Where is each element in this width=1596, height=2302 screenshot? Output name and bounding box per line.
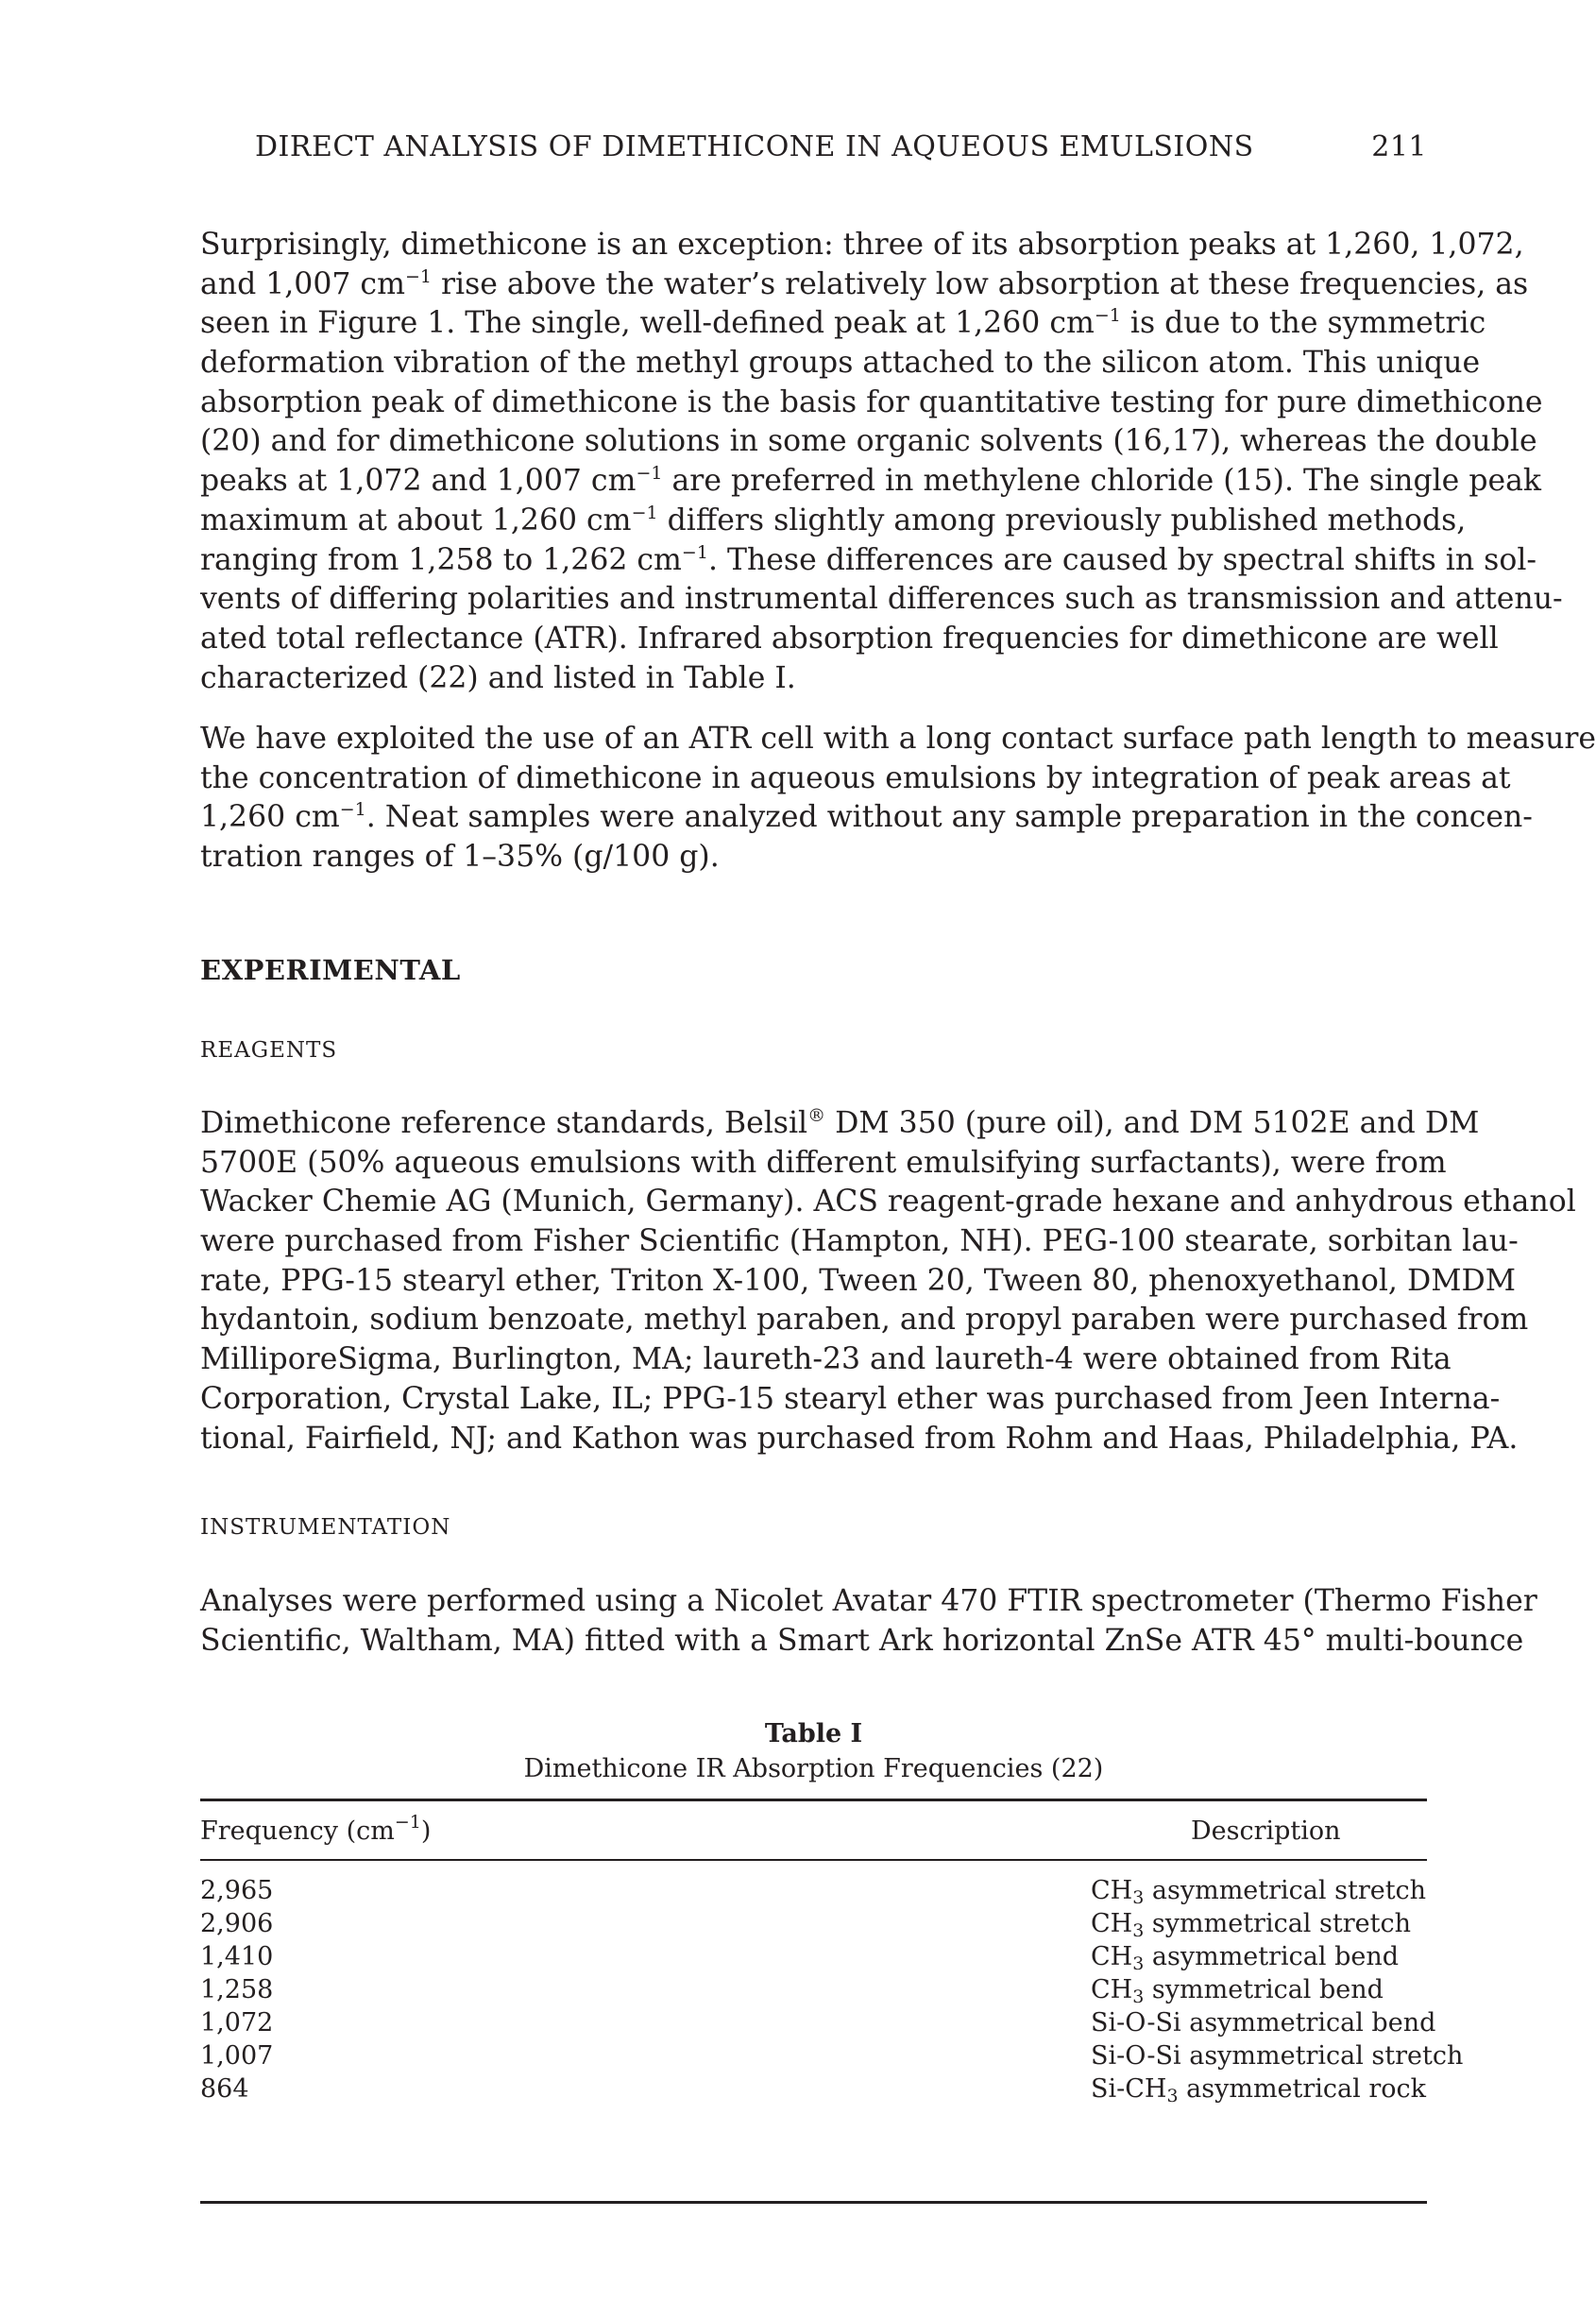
subsection-heading-reagents: REAGENTS bbox=[200, 1038, 338, 1063]
table-cell-description: $CH_3$ asymmetrical stretch bbox=[1091, 1876, 1427, 1908]
table-cell-description: $CH_3$ symmetrical stretch bbox=[1091, 1909, 1411, 1941]
reagents-paragraph bbox=[200, 1104, 1576, 1458]
text-line: Wacker Chemie AG (Munich, Germany). ACS reagent-grade hexane and anhydrous ethanol bbox=[200, 1185, 1576, 1219]
table-cell-frequency: 864 bbox=[200, 2074, 249, 2104]
text-line: Analyses were performed using a Nicolet Avatar 470 FTIR spectrometer (Thermo Fisher bbox=[200, 1584, 1537, 1618]
running-head bbox=[200, 130, 1427, 168]
table-row bbox=[200, 1909, 1427, 1942]
table-cell-description: Si-O-Si asymmetrical stretch bbox=[1091, 2041, 1464, 2071]
table-label: Table I bbox=[764, 1719, 863, 1748]
table-row bbox=[200, 2074, 1427, 2107]
text-line: absorption peak of dimethicone is the basis for quantitative testing for pure dimethicone bbox=[200, 384, 1543, 419]
text-line: We have exploited the use of an ATR cell with a long contact surface path length to measure bbox=[200, 722, 1596, 756]
text-line: 1,260 $cm^{-1}$. Neat samples were analyzed without any sample preparation in the concen- bbox=[200, 799, 1533, 835]
text-line: Surprisingly, dimethicone is an exception: three of its absorption peaks at 1,260, 1,072, bbox=[200, 228, 1524, 262]
table-row bbox=[200, 2041, 1464, 2074]
table-cell-frequency: 1,410 bbox=[200, 1942, 274, 1971]
text-line: deformation vibration of the methyl groups attached to the silicon atom. This unique bbox=[200, 346, 1481, 381]
table-cell-frequency: 1,072 bbox=[200, 2008, 274, 2038]
page-number: 211 bbox=[1371, 130, 1427, 163]
text-line: the concentration of dimethicone in aqueous emulsions by integration of peak areas at bbox=[200, 760, 1511, 795]
text-line: hydantoin, sodium benzoate, methyl paraben, and propyl paraben were purchased from bbox=[200, 1303, 1529, 1338]
table-cell-description: $Si-CH_3$ asymmetrical rock bbox=[1091, 2074, 1427, 2106]
text-line: vents of differing polarities and instrumental differences such as transmission and attenu- bbox=[200, 582, 1563, 617]
table-cell-frequency: 2,906 bbox=[200, 1909, 274, 1938]
table-header-rule bbox=[200, 1859, 1427, 1861]
table-row bbox=[200, 2008, 1436, 2041]
table-row bbox=[200, 1942, 1427, 1975]
column-header-description: Description bbox=[1191, 1816, 1341, 1846]
table-title: Dimethicone IR Absorption Frequencies (22) bbox=[523, 1754, 1104, 1783]
text-line: Dimethicone reference standards, Belsil® DM 350 (pure oil), and DM 5102E and DM bbox=[200, 1105, 1480, 1140]
table-cell-frequency: 1,258 bbox=[200, 1975, 274, 2004]
text-line: characterized (22) and listed in Table I. bbox=[200, 660, 796, 695]
instrumentation-paragraph bbox=[200, 1582, 1537, 1661]
running-title: DIRECT ANALYSIS OF DIMETHICONE IN AQUEOUS EMULSIONS bbox=[255, 130, 1254, 163]
text-line: 5700E (50% aqueous emulsions with different emulsifying surfactants), were from bbox=[200, 1145, 1447, 1180]
subsection-heading-instrumentation: INSTRUMENTATION bbox=[200, 1515, 451, 1540]
table-row bbox=[200, 1876, 1427, 1909]
column-header-frequency: Frequency $(cm^{-1})$ bbox=[200, 1812, 432, 1846]
text-line: MilliporeSigma, Burlington, MA; laureth-23 and laureth-4 were obtained from Rita bbox=[200, 1342, 1452, 1377]
text-line: Corporation, Crystal Lake, IL; PPG-15 stearyl ether was purchased from Jeen Interna- bbox=[200, 1381, 1501, 1416]
text-line: seen in Figure 1. The single, well-defined peak at 1,260 $cm^{-1}$ is due to the symmetric bbox=[200, 305, 1486, 341]
table-row bbox=[200, 1975, 1427, 2008]
table-cell-frequency: 1,007 bbox=[200, 2041, 274, 2071]
table-cell-description: $CH_3$ symmetrical bend bbox=[1091, 1975, 1384, 2007]
table-top-rule bbox=[200, 1799, 1427, 1801]
text-line: were purchased from Fisher Scientific (Hampton, NH). PEG-100 stearate, sorbitan lau- bbox=[200, 1224, 1519, 1259]
text-line: (20) and for dimethicone solutions in some organic solvents (16,17), whereas the double bbox=[200, 424, 1537, 459]
intro-paragraph bbox=[200, 226, 1563, 698]
section-heading-experimental: EXPERIMENTAL bbox=[200, 954, 461, 986]
text-line: ranging from 1,258 to 1,262 $cm^{-1}$. These differences are caused by spectral shifts in sol- bbox=[200, 541, 1537, 577]
text-line: peaks at 1,072 and 1,007 $cm^{-1}$ are preferred in methylene chloride (15). The single peak bbox=[200, 463, 1542, 499]
table-bottom-rule bbox=[200, 2201, 1427, 2204]
text-line: tional, Fairfield, NJ; and Kathon was purchased from Rohm and Haas, Philadelphia, PA. bbox=[200, 1421, 1519, 1456]
table-cell-description: Si-O-Si asymmetrical bend bbox=[1091, 2008, 1436, 2038]
table-cell-frequency: 2,965 bbox=[200, 1876, 274, 1905]
text-line: Scientific, Waltham, MA) fitted with a Smart Ark horizontal ZnSe ATR 45° multi-bounce bbox=[200, 1623, 1524, 1658]
registered-mark: ® bbox=[807, 1105, 826, 1126]
table-cell-description: $CH_3$ asymmetrical bend bbox=[1091, 1942, 1400, 1974]
text-line: rate, PPG-15 stearyl ether, Triton X-100, Tween 20, Tween 80, phenoxyethanol, DMDM bbox=[200, 1263, 1516, 1298]
text-line: tration ranges of 1–35% (g/100 g). bbox=[200, 840, 720, 875]
text-line: and 1,007 $cm^{-1}$ rise above the water’s relatively low absorption at these frequencies, as bbox=[200, 265, 1529, 301]
text-line: ated total reflectance (ATR). Infrared absorption frequencies for dimethicone are well bbox=[200, 621, 1499, 656]
text-line: maximum at about 1,260 $cm^{-1}$ differs slightly among previously published methods, bbox=[200, 502, 1467, 537]
atr-paragraph bbox=[200, 720, 1596, 878]
